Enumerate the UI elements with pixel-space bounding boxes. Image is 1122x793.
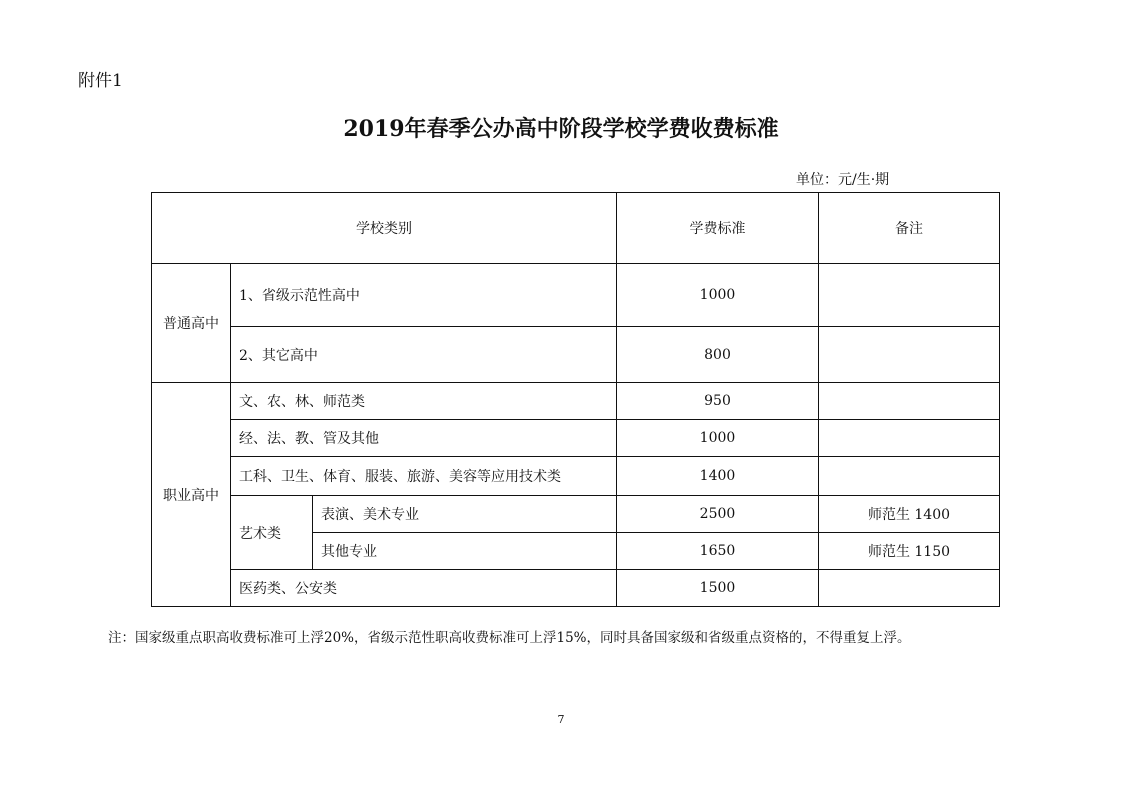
group-arts: 艺术类	[231, 496, 313, 570]
row-note	[819, 570, 1000, 607]
row-fee: 1000	[617, 420, 819, 457]
row-category: 其他专业	[313, 533, 617, 570]
row-category: 经、法、教、管及其他	[231, 420, 617, 457]
row-note	[819, 383, 1000, 420]
table-row	[152, 457, 1000, 496]
row-category: 1、省级示范性高中	[231, 264, 617, 327]
group-vocational-high-school: 职业高中	[152, 383, 231, 607]
row-fee: 1650	[617, 533, 819, 570]
table-row	[152, 496, 1000, 533]
row-note	[819, 457, 1000, 496]
table-row	[152, 383, 1000, 420]
row-category: 文、农、林、师范类	[231, 383, 617, 420]
row-fee: 800	[617, 327, 819, 383]
row-note: 师范生 1400	[819, 496, 1000, 533]
row-note	[819, 264, 1000, 327]
table-row	[152, 264, 1000, 327]
row-fee: 1500	[617, 570, 819, 607]
row-note: 师范生 1150	[819, 533, 1000, 570]
row-note	[819, 327, 1000, 383]
table-row	[152, 327, 1000, 383]
table-header-row	[152, 193, 1000, 264]
fee-table	[151, 192, 1000, 607]
header-remarks: 备注	[819, 193, 1000, 264]
footnote: 注：国家级重点职高收费标准可上浮20%，省级示范性职高收费标准可上浮15%，同时具备国家级和省级重点资格的，不得重复上浮。	[108, 630, 911, 646]
document-title: 2019年春季公办高中阶段学校学费收费标准	[343, 116, 779, 142]
table-row	[152, 420, 1000, 457]
header-fee-standard: 学费标准	[617, 193, 819, 264]
row-category: 表演、美术专业	[313, 496, 617, 533]
unit-label: 单位：元/生·期	[796, 172, 890, 188]
row-fee: 1400	[617, 457, 819, 496]
row-fee: 950	[617, 383, 819, 420]
row-category: 医药类、公安类	[231, 570, 617, 607]
row-note	[819, 420, 1000, 457]
attachment-label: 附件1	[78, 71, 123, 91]
page-number: 7	[557, 713, 565, 726]
table-row	[152, 570, 1000, 607]
row-fee: 2500	[617, 496, 819, 533]
row-category: 2、其它高中	[231, 327, 617, 383]
header-school-category: 学校类别	[152, 193, 617, 264]
row-category: 工科、卫生、体育、服装、旅游、美容等应用技术类	[231, 457, 617, 496]
group-general-high-school: 普通高中	[152, 264, 231, 383]
row-fee: 1000	[617, 264, 819, 327]
